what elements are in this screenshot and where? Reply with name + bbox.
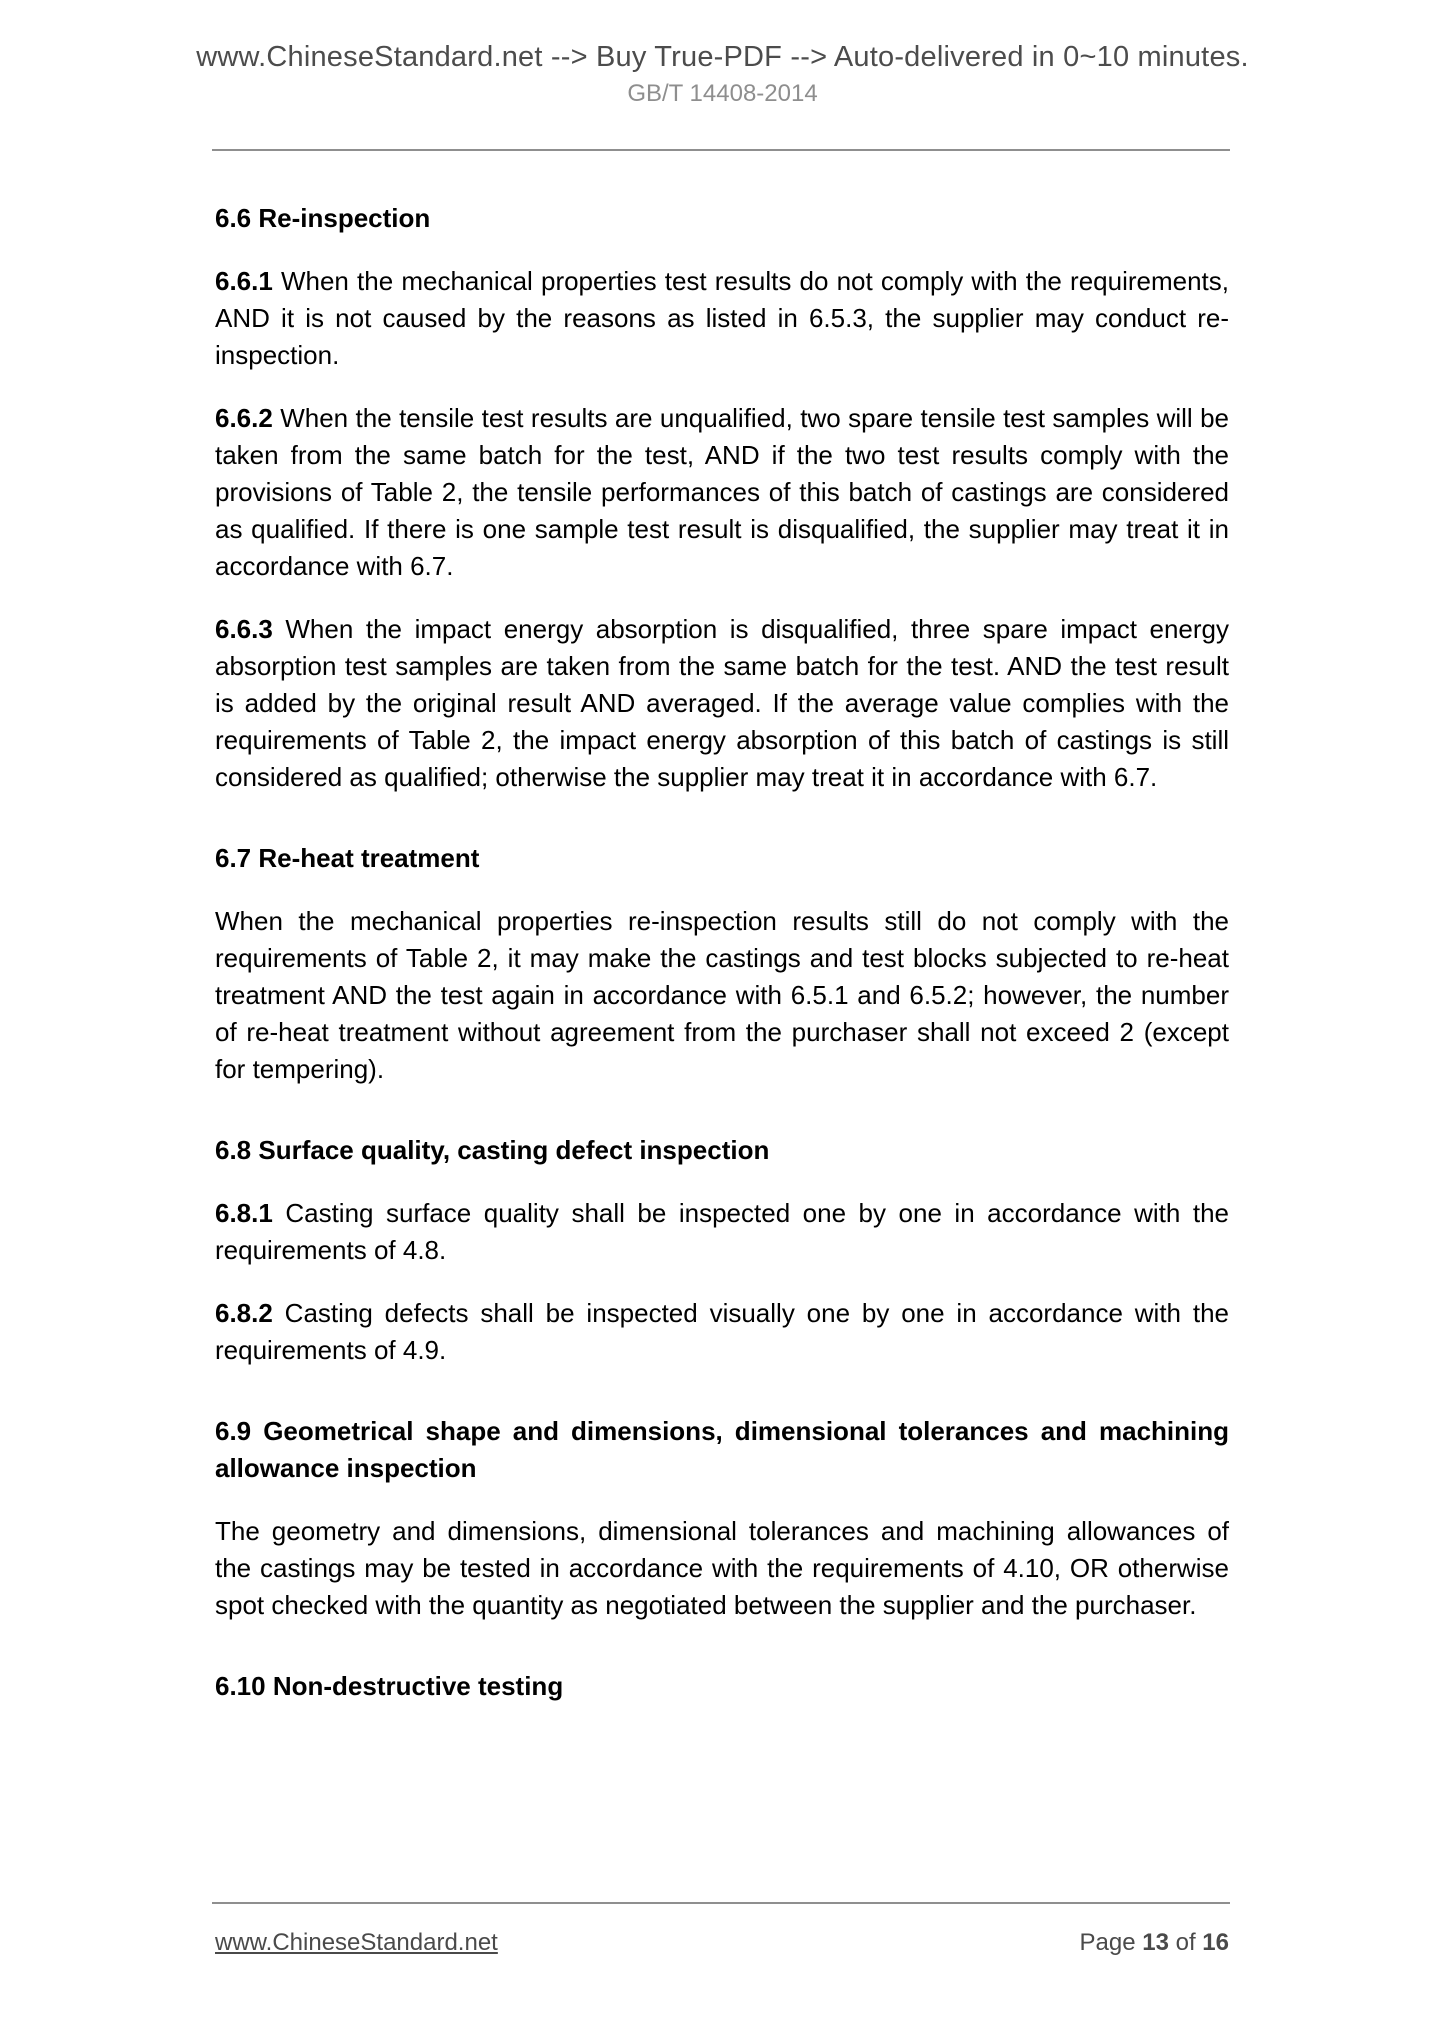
clause-text: Casting defects shall be inspected visually one by one in accordance with the requirements of 4.9.: [215, 1298, 1229, 1365]
paragraph-6-9: [215, 1513, 1229, 1624]
page-number: 13: [1142, 1929, 1169, 1956]
page-footer: [215, 1928, 1229, 1958]
clause-text: When the tensile test results are unqualified, two spare tensile test samples will be taken from the same batch for the test, AND if the two test results comply with the provisions of Table 2, the tensile performances of this batch of castings are considered as qualified. If there is one sample test result is disqualified, the supplier may treat it in accordance with 6.7.: [215, 403, 1229, 581]
clause-text: When the mechanical properties test results do not comply with the requirements, AND it is not caused by the reasons as listed in 6.5.3, the supplier may conduct re-inspection.: [215, 266, 1229, 370]
heading-6-9: 6.9 Geometrical shape and dimensions, dimensional tolerances and machining allowance inspection: [215, 1416, 1229, 1483]
heading-6-10: 6.10 Non-destructive testing: [215, 1671, 564, 1701]
footer-site-link[interactable]: www.ChineseStandard.net: [215, 1929, 498, 1956]
site-banner: www.ChineseStandard.net --> Buy True-PDF --> Auto-delivered in 0~10 minutes.: [196, 41, 1249, 73]
paragraph-text: When the mechanical properties re-inspection results still do not comply with the requirements of Table 2, it may make the castings and test blocks subjected to re-heat treatment AND the test again in accordance with 6.5.1 and 6.5.2; however, the number of re-heat treatment without agreement from the purchaser shall not exceed 2 (except for tempering).: [215, 906, 1229, 1084]
paragraph-text: The geometry and dimensions, dimensional tolerances and machining allowances of the castings may be tested in accordance with the requirements of 4.10, OR otherwise spot checked with the quantity as negotiated between the supplier and the purchaser.: [215, 1516, 1229, 1620]
heading-6-8: 6.8 Surface quality, casting defect inspection: [215, 1135, 770, 1165]
clause-number: 6.6.3: [215, 614, 273, 644]
clause-6-8-1: [215, 1195, 1229, 1269]
clause-6-6-3: [215, 611, 1229, 796]
paragraph-6-7: [215, 903, 1229, 1088]
of-label: of: [1175, 1929, 1196, 1956]
document-body: [215, 150, 1229, 1705]
clause-6-6-1: [215, 263, 1229, 374]
clause-text: Casting surface quality shall be inspected one by one in accordance with the requirements of 4.8.: [215, 1198, 1229, 1265]
clause-text: When the impact energy absorption is disqualified, three spare impact energy absorption test samples are taken from the same batch for the test. AND the test result is added by the original result AND averaged. If the average value complies with the requirements of Table 2, the impact energy absorption of this batch of castings is still considered as qualified; otherwise the supplier may treat it in accordance with 6.7.: [215, 614, 1229, 792]
standard-code: GB/T 14408-2014: [627, 80, 818, 107]
clause-number: 6.8.2: [215, 1298, 273, 1328]
footer-divider: [212, 1902, 1230, 1904]
page-indicator: [1080, 1928, 1230, 1958]
heading-6-6: 6.6 Re-inspection: [215, 203, 431, 233]
total-pages: 16: [1202, 1929, 1229, 1956]
clause-number: 6.8.1: [215, 1198, 273, 1228]
clause-number: 6.6.1: [215, 266, 273, 296]
page-header: [0, 40, 1445, 108]
clause-6-6-2: [215, 400, 1229, 585]
page-label: Page: [1079, 1929, 1136, 1956]
clause-6-8-2: [215, 1295, 1229, 1369]
heading-6-7: 6.7 Re-heat treatment: [215, 843, 480, 873]
clause-number: 6.6.2: [215, 403, 273, 433]
